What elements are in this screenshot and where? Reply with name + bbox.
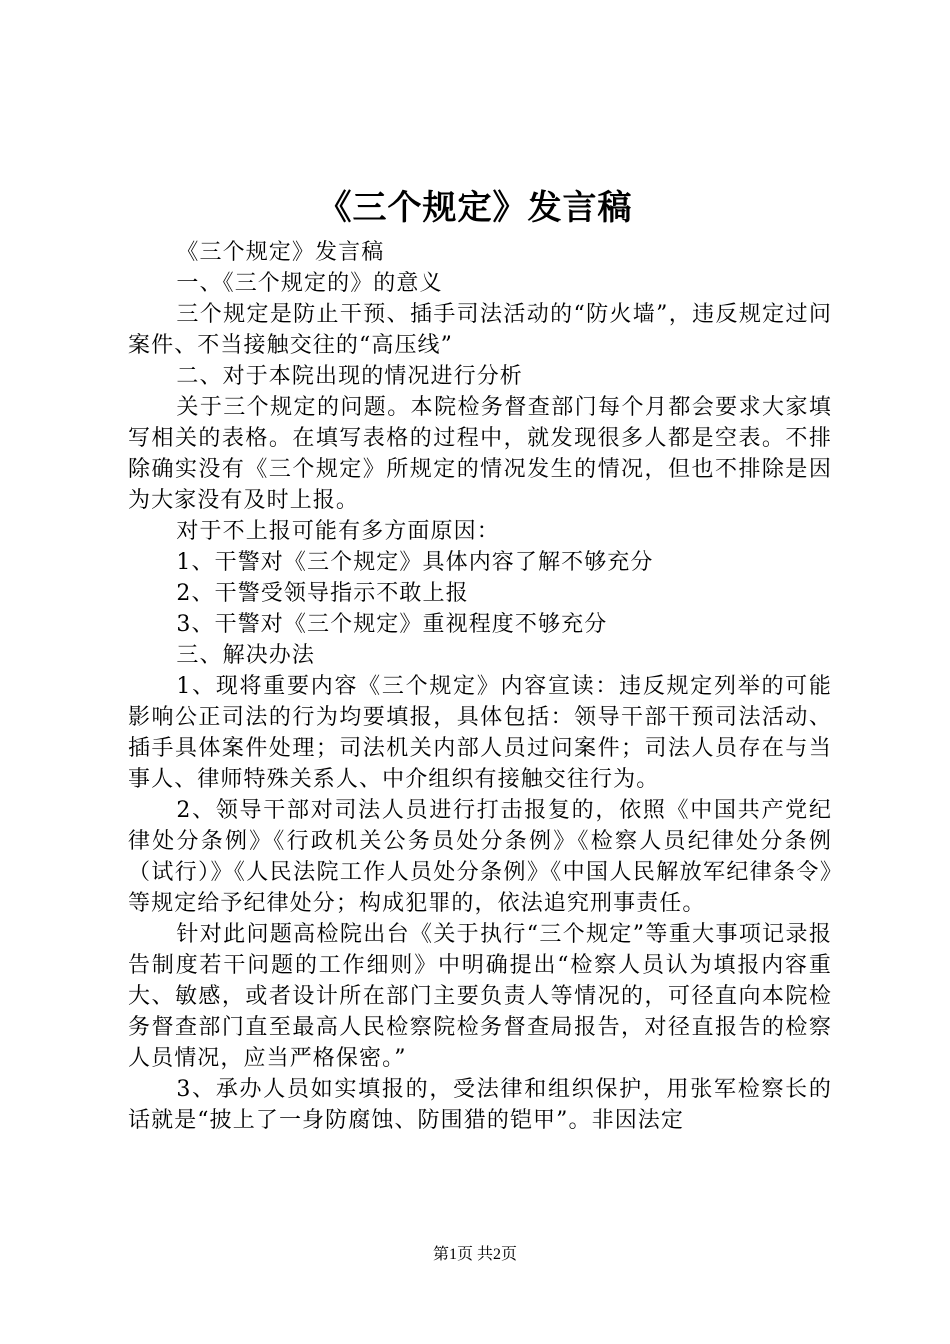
paragraph: 3、承办人员如实填报的，受法律和组织保护，用张军检察长的话就是“披上了一身防腐蚀、防围猎的铠甲”。非因法定	[128, 1077, 832, 1133]
paragraph: 三个规定是防止干预、插手司法活动的“防火墙”，违反规定过问案件、不当接触交往的“高压线”	[128, 302, 832, 358]
paragraph: 三、解决办法	[176, 643, 315, 668]
document-title: 《三个规定》发言稿	[317, 188, 633, 228]
paragraph: 《三个规定》发言稿	[176, 240, 385, 265]
paragraph: 1、现将重要内容《三个规定》内容宣读：违反规定列举的可能影响公正司法的行为均要填报，具体包括：领导干部干预司法活动、插手具体案件处理；司法机关内部人员过问案件；司法人员存在与当事人、律师特殊关系人、中介组织有接触交往行为。	[128, 674, 832, 792]
paragraph: 一、《三个规定的》的意义	[176, 271, 443, 296]
page-footer: 第1页 共2页	[432, 1246, 517, 1263]
paragraph: 2、干警受领导指示不敢上报	[176, 581, 469, 606]
paragraph: 2、领导干部对司法人员进行打击报复的，依照《中国共产党纪律处分条例》《行政机关公务员处分条例》《检察人员纪律处分条例（试行）》《人民法院工作人员处分条例》《中国人民解放军纪律条令》等规定给予纪律处分；构成犯罪的，依法追究刑事责任。	[128, 798, 832, 916]
paragraph: 二、对于本院出现的情况进行分析	[176, 364, 523, 389]
paragraph: 关于三个规定的问题。本院检务督查部门每个月都会要求大家填写相关的表格。在填写表格的过程中，就发现很多人都是空表。不排除确实没有《三个规定》所规定的情况发生的情况，但也不排除是因为大家没有及时上报。	[128, 395, 832, 513]
paragraph: 对于不上报可能有多方面原因：	[176, 519, 500, 544]
document-body	[128, 237, 832, 1136]
paragraph: 1、干警对《三个规定》具体内容了解不够充分	[176, 550, 654, 575]
paragraph: 针对此问题高检院出台《关于执行“三个规定”等重大事项记录报告制度若干问题的工作细则》中明确提出“检察人员认为填报内容重大、敏感，或者设计所在部门主要负责人等情况的，可径直向本院检务督查部门直至最高人民检察院检务督查局报告，对径直报告的检察人员情况，应当严格保密。”	[128, 922, 832, 1071]
paragraph: 3、干警对《三个规定》重视程度不够充分	[176, 612, 608, 637]
